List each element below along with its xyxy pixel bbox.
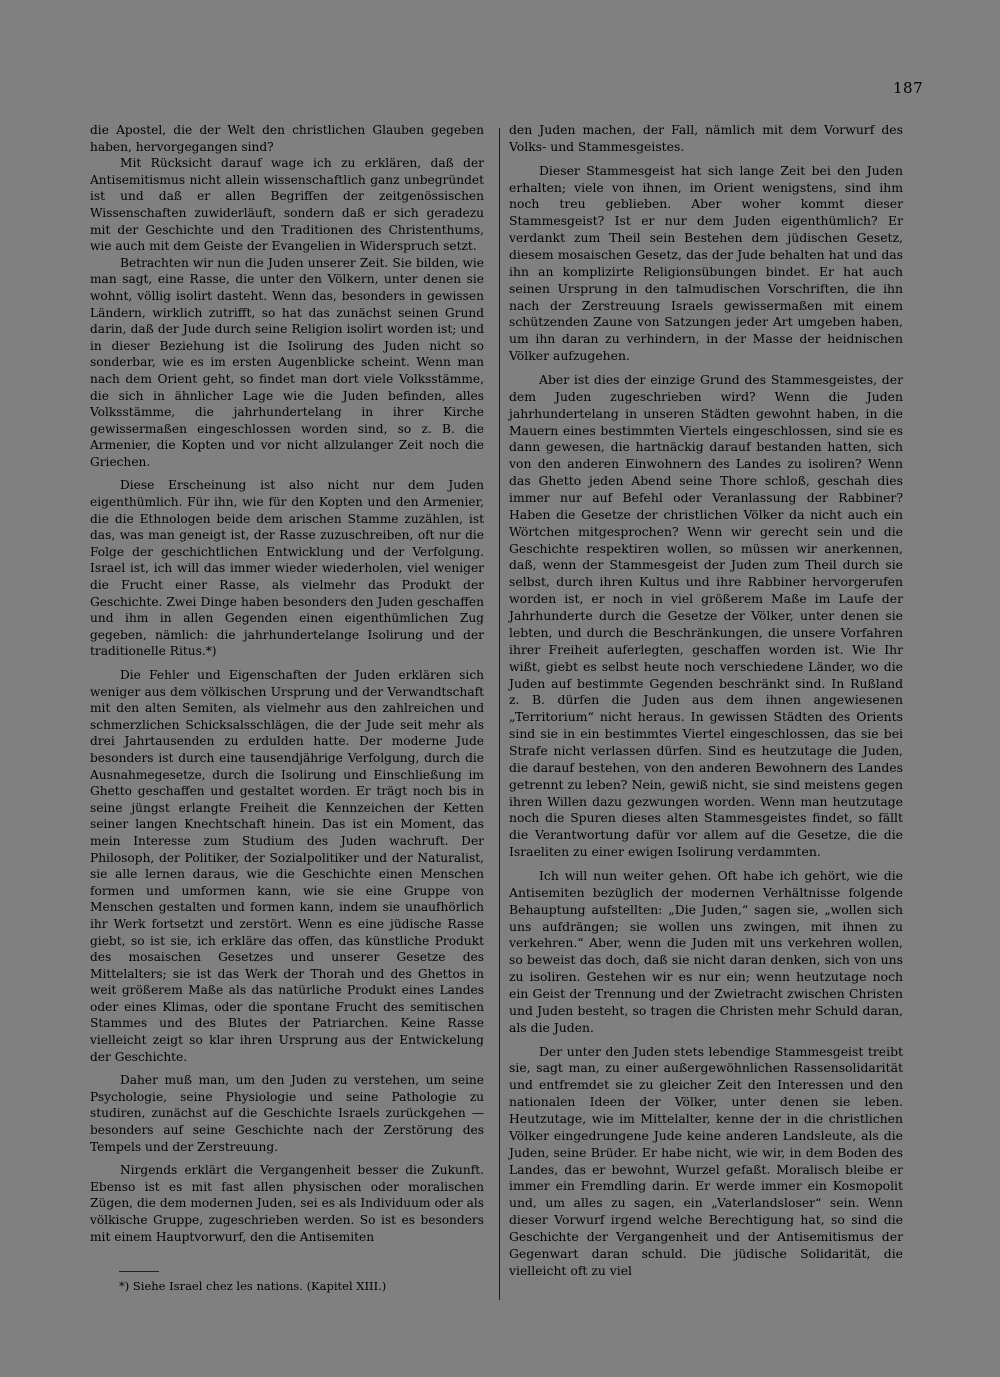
footnote: *) Siehe Israel chez les nations. (Kapitel XIII.) (119, 1279, 387, 1293)
footnote-rule (119, 1271, 159, 1272)
right-column (509, 122, 903, 1280)
paragraph: Betrachten wir nun die Juden unserer Zeit. Sie bilden, wie man sagt, eine Rasse, die unter den Völkern, unter denen sie wohnt, völlig isolirt dasteht. Wenn das, besonders in gewissen Ländern, wirklich zutrifft, so hat das zunächst seinen Grund darin, daß der Jude durch seine Religion isolirt worden ist; und in dieser Beziehung ist die Isolirung des Juden nicht so sonderbar, wie es im ersten Augenblicke scheint. Wenn man nach dem Orient geht, so findet man dort viele Volksstämme, die sich in ähnlicher Lage wie die Juden befinden, alles Volksstämme, die jahrhundertelang in ihrer Kirche gewissermaßen eingeschlossen worden sind, so z. B. die Armenier, die Kopten und vor nicht allzulanger Zeit noch die Griechen. (90, 255, 484, 469)
paragraph: Aber ist dies der einzige Grund des Stammesgeistes, der dem Juden zugeschrieben wird? Wenn die Juden jahrhundertelang in unseren Städten gewohnt haben, in die Mauern eines bestimmten Viertels eingeschlossen, sind sie es dann gewesen, die hartnäckig darauf bestanden hatten, sich von den anderen Einwohnern des Landes zu isoliren? Wenn das Ghetto jeden Abend seine Thore schloß, geschah dies immer nur auf Befehl oder Veranlassung der Rabbiner? Haben die Gesetze der christlichen Völker da nicht auch ein Wörtchen mitgesprochen? Wenn wir gerecht sein und die Geschichte respektiren wollen, so müssen wir anerkennen, daß, wenn der Stammesgeist der Juden zum Theil durch sie selbst, durch ihren Kultus und ihre Rabbiner hervorgerufen worden ist, er noch in viel größerem Maße im Laufe der Jahrhunderte durch die Gesetze der Völker, unter denen sie lebten, und durch die Beschränkungen, die unsere Vorfahren ihrer Freiheit auferlegten, geschaffen worden ist. Wie Ihr wißt, giebt es selbst heute noch verschiedene Länder, wo die Juden auf bestimmte Gegenden beschränkt sind. In Rußland z. B. dürfen die Juden aus dem ihnen angewiesenen „Territorium“ nicht heraus. In gewissen Städten des Orients sind sie in ein bestimmtes Viertel eingeschlossen, das sie bei Strafe nicht verlassen dürfen. Sind es heutzutage die Juden, die darauf bestehen, von den anderen Bewohnern des Landes getrennt zu leben? Nein, gewiß nicht, sie sind meistens gegen ihren Willen dazu gezwungen worden. Wenn man heutzutage noch die Spuren dieses alten Stammesgeistes findet, so fällt die Verantwortung dafür vor allem auf die Gesetze, die die Israeliten zu einer ewigen Isolirung verdammten. (509, 372, 903, 860)
paragraph: Ich will nun weiter gehen. Oft habe ich gehört, wie die Antisemiten bezüglich der modernen Verhältnisse folgende Behauptung aufstellten: „Die Juden,“ sagen sie, „wollen sich uns aufdrängen; sie wollen uns zwingen, mit ihnen zu verkehren.“ Aber, wenn die Juden mit uns verkehren wollen, so beweist das doch, daß sie nicht daran denken, sich von uns zu isoliren. Gestehen wir es nur ein; wenn heutzutage noch ein Geist der Trennung und der Zwietracht zwischen Christen und Juden besteht, so tragen die Christen mehr Schuld daran, als die Juden. (509, 867, 903, 1035)
paragraph: Mit Rücksicht darauf wage ich zu erklären, daß der Antisemitismus nicht allein wissenschaftlich ganz unbegründet ist und daß er allen Begriffen der zeitgenössischen Wissenschaften zuwiderläuft, sondern daß er sich geradezu mit der Geschichte und den Traditionen des Christenthums, wie auch mit dem Geiste der Evangelien in Widerspruch setzt. (90, 156, 484, 254)
paragraph: Dieser Stammesgeist hat sich lange Zeit bei den Juden erhalten; viele von ihnen, im Orient wenigstens, sind ihm noch treu geblieben. Aber woher kommt dieser Stammesgeist? Ist er nur dem Juden eigenthümlich? Er verdankt zum Theil sein Bestehen dem jüdischen Gesetz, diesem mosaischen Gesetz, das der Jude behalten hat und das ihn an komplizirte Religionsübungen bindet. Er hat auch seinen Ursprung in den talmudischen Vorschriften, die ihn nach der Zerstreuung Israels gewissermaßen mit einem schützenden Zaune von Satzungen jeder Art umgeben haben, um ihn daran zu verhindern, in der Masse der heidnischen Völker aufzugehen. (509, 162, 903, 364)
paragraph: den Juden machen, der Fall, nämlich mit dem Vorwurf des Volks- und Stammesgeistes. (509, 122, 903, 154)
paragraph: die Apostel, die der Welt den christlichen Glauben gegeben haben, hervorgegangen sind? (90, 123, 484, 154)
page-number: 187 (893, 79, 924, 97)
paragraph: Diese Erscheinung ist also nicht nur dem Juden eigenthümlich. Für ihn, wie für den Kopten und den Armenier, die die Ethnologen beide dem arischen Stamme zuzählen, ist das, was man geneigt ist, der Rasse zuzuschreiben, oft nur die Folge der geschichtlichen Entwicklung und der Verfolgung. Israel ist, ich will das immer wieder wiederholen, viel weniger die Frucht einer Rasse, als vielmehr das Produkt der Geschichte. Zwei Dinge haben besonders den Juden geschaffen und ihm in allen Gegenden einen eigenthümlichen Zug gegeben, nämlich: die jahrhundertelange Isolirung und der traditionelle Ritus.*) (90, 478, 484, 659)
column-divider (499, 128, 500, 1300)
paragraph: Der unter den Juden stets lebendige Stammesgeist treibt sie, sagt man, zu einer außergewöhnlichen Rassensolidarität und entfremdet sie zu gleicher Zeit den Interessen und den nationalen Ideen der Völker, unter denen sie leben. Heutzutage, wie im Mittelalter, kenne der in die christlichen Völker eingedrungene Jude keine anderen Landsleute, als die Juden, seine Brüder. Er habe nicht, wie wir, in dem Boden des Landes, das er bewohnt, Wurzel gefaßt. Moralisch bleibe er immer ein Fremdling darin. Er werde immer ein Kosmopolit und, um alles zu sagen, ein „Vaterlandsloser“ sein. Wenn dieser Vorwurf irgend welche Berechtigung hat, so sind die Geschichte der Vergangenheit und der Antisemitismus der Gegenwart daran schuld. Die jüdische Solidarität, die vielleicht oft zu viel (509, 1043, 903, 1278)
paragraph: Nirgends erklärt die Vergangenheit besser die Zukunft. Ebenso ist es mit fast allen physischen oder moralischen Zügen, die dem modernen Juden, sei es als Individuum oder als völkische Gruppe, zugeschrieben werden. So ist es besonders mit einem Hauptvorwurf, den die Antisemiten (90, 1163, 484, 1244)
left-column (90, 122, 484, 1245)
paragraph: Die Fehler und Eigenschaften der Juden erklären sich weniger aus dem völkischen Ursprung und der Verwandtschaft mit den alten Semiten, als vielmehr aus den zahlreichen und schmerzlichen Schicksalsschlägen, die der Jude seit mehr als drei Jahrtausenden zu erdulden hatte. Der moderne Jude besonders ist durch eine tausendjährige Verfolgung, durch die Ausnahmegesetze, durch die Isolirung und Einschließung im Ghetto geschaffen und gestaltet worden. Er trägt noch bis in seine jüngst erlangte Freiheit die Kennzeichen der Ketten seiner langen Knechtschaft hinein. Das ist ein Moment, das mein Interesse zum Studium des Juden wachruft. Der Philosoph, der Politiker, der Sozialpolitiker und der Naturalist, sie alle lernen daraus, wie die Geschichte einen Menschen formen und umformen kann, wie sie eine Gruppe von Menschen gestalten und formen kann, indem sie unaufhörlich ihr Werk fortsetzt und zerstört. Wenn es eine jüdische Rasse giebt, so ist sie, ich erkläre das offen, das künstliche Produkt des mosaischen Gesetzes und unserer Gesetze des Mittelalters; sie ist das Werk der Thorah und des Ghettos in weit größerem Maße als das natürliche Produkt eines Landes oder eines Klimas, oder die spontane Frucht des semitischen Stammes und des Blutes der Patriarchen. Keine Rasse vielleicht zeigt so klar ihren Ursprung aus der Entwickelung der Geschichte. (90, 668, 484, 1064)
paragraph: Daher muß man, um den Juden zu verstehen, um seine Psychologie, seine Physiologie und seine Pathologie zu studiren, zunächst auf die Geschichte Israels zurückgehen — besonders auf seine Geschichte nach der Zerstörung des Tempels und der Zerstreuung. (90, 1073, 484, 1154)
